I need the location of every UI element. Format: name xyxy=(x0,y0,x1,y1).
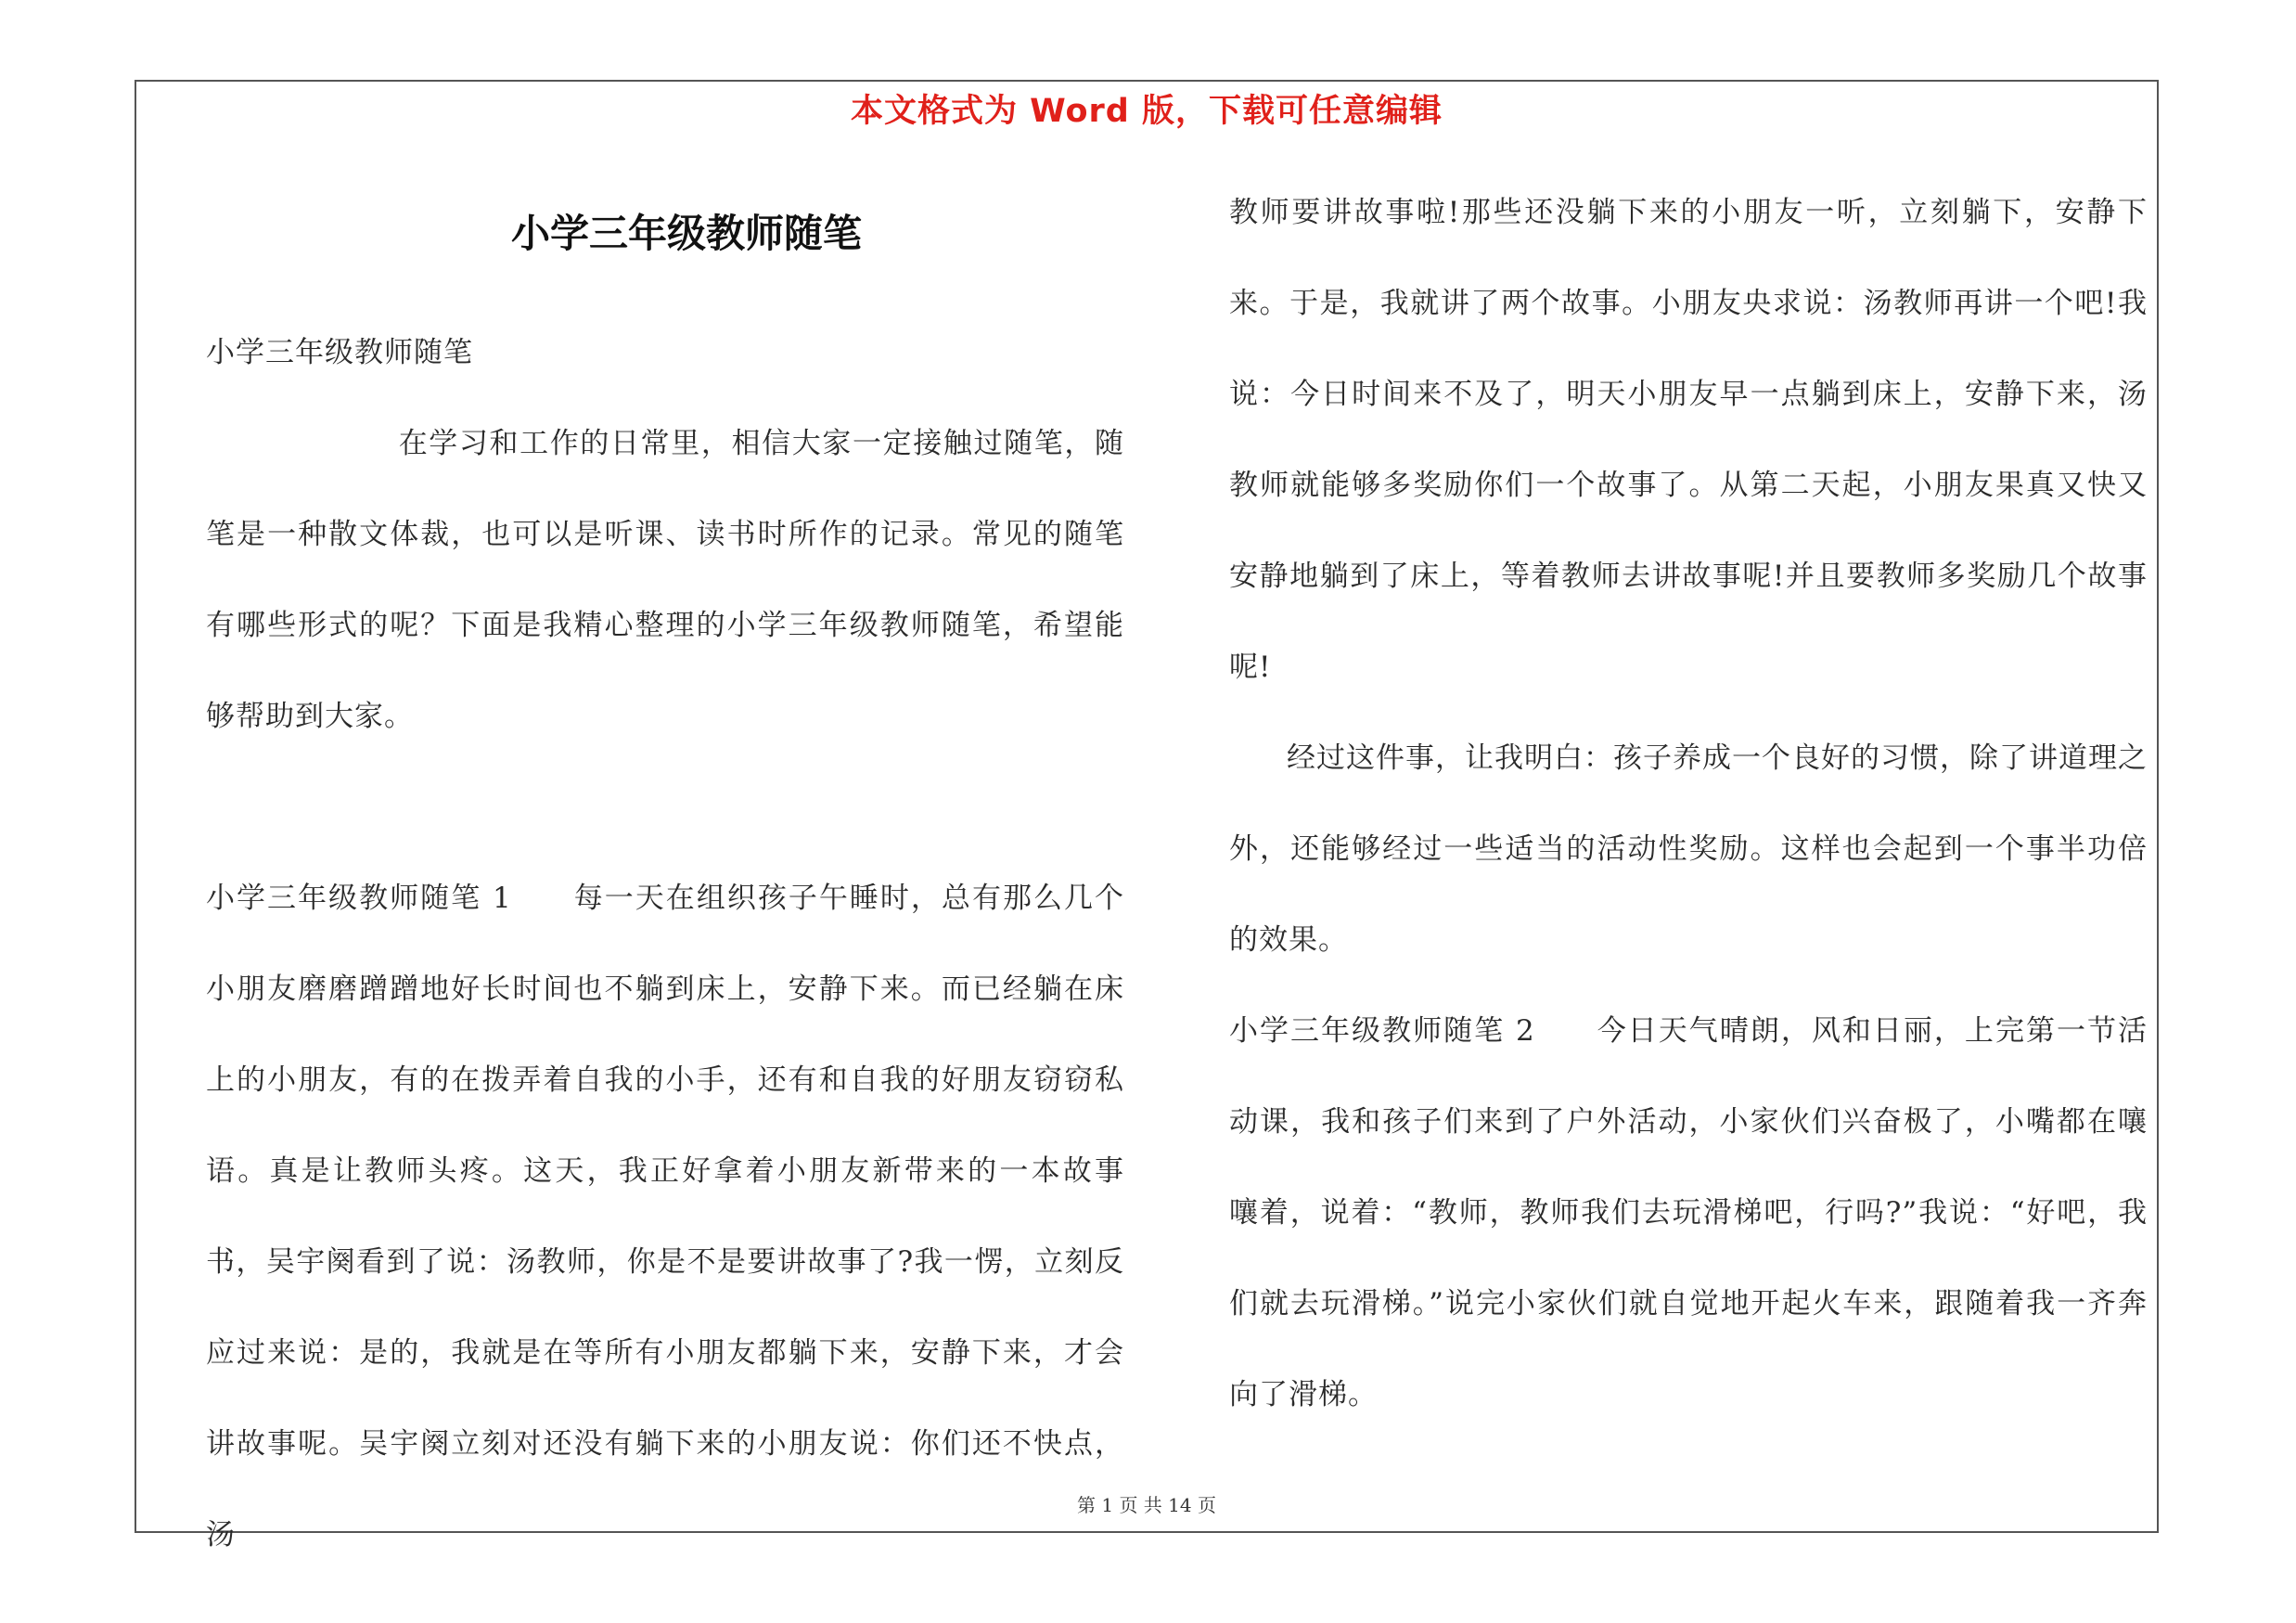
paragraph-gap xyxy=(206,762,1124,853)
intro-paragraph: 在学习和工作的日常里，相信大家一定接触过随笔，随笔是一种散文体裁，也可以是听课、读书时所作的记录。常见的随笔有哪些形式的呢？下面是我精心整理的小学三年级教师随笔，希望能够帮助到大家。 xyxy=(206,427,1124,733)
subtitle: 小学三年级教师随笔 xyxy=(206,336,473,369)
essay-2-heading: 小学三年级教师随笔 2 xyxy=(1229,1014,1535,1048)
essay-2-paragraph xyxy=(1229,985,2148,1440)
essay-1-heading: 小学三年级教师随笔 1 xyxy=(206,882,512,915)
left-column xyxy=(206,307,1124,1580)
heading-spacer xyxy=(512,882,574,915)
heading-spacer xyxy=(1535,1014,1597,1048)
essay-1-continued-paragraph: 教师要讲故事啦!那些还没躺下来的小朋友一听，立刻躺下，安静下来。于是，我就讲了两个故事。小朋友央求说：汤教师再讲一个吧!我说：今日时间来不及了，明天小朋友早一点躺到床上，安静下来，汤教师就能够多奖励你们一个故事了。从第二天起，小朋友果真又快又安静地躺到了床上，等着教师去讲故事呢!并且要教师多奖励几个故事呢! xyxy=(1229,196,2148,684)
essay-1-conclusion-paragraph: 经过这件事，让我明白：孩子养成一个良好的习惯，除了讲道理之外，还能够经过一些适当的活动性奖励。这样也会起到一个事半功倍的效果。 xyxy=(1229,741,2148,957)
essay-2-text: 今日天气晴朗，风和日丽，上完第一节活动课，我和孩子们来到了户外活动，小家伙们兴奋极了，小嘴都在嚷嚷着，说着：“教师，教师我们去玩滑梯吧，行吗?”我说：“好吧，我们就去玩滑梯。”说完小家伙们就自觉地开起火车来，跟随着我一齐奔向了滑梯。 xyxy=(1229,1014,2148,1411)
essay-1-text: 每一天在组织孩子午睡时，总有那么几个小朋友磨磨蹭蹭地好长时间也不躺到床上，安静下来。而已经躺在床上的小朋友，有的在拨弄着自我的小手，还有和自我的好朋友窃窃私语。真是让教师头疼。这天，我正好拿着小朋友新带来的一本故事书，吴宇阕看到了说：汤教师，你是不是要讲故事了?我一愣，立刻反应过来说：是的，我就是在等所有小朋友都躺下来，安静下来，才会讲故事呢。吴宇阕立刻对还没有躺下来的小朋友说：你们还不快点，汤 xyxy=(206,882,1125,1552)
right-column xyxy=(1229,167,2148,1440)
page-number-footer: 第 1 页 共 14 页 xyxy=(1077,1494,1216,1516)
essay-1-paragraph xyxy=(206,853,1124,1580)
word-format-banner: 本文格式为 Word 版，下载可任意编辑 xyxy=(850,93,1443,130)
document-title: 小学三年级教师随笔 xyxy=(510,211,862,256)
